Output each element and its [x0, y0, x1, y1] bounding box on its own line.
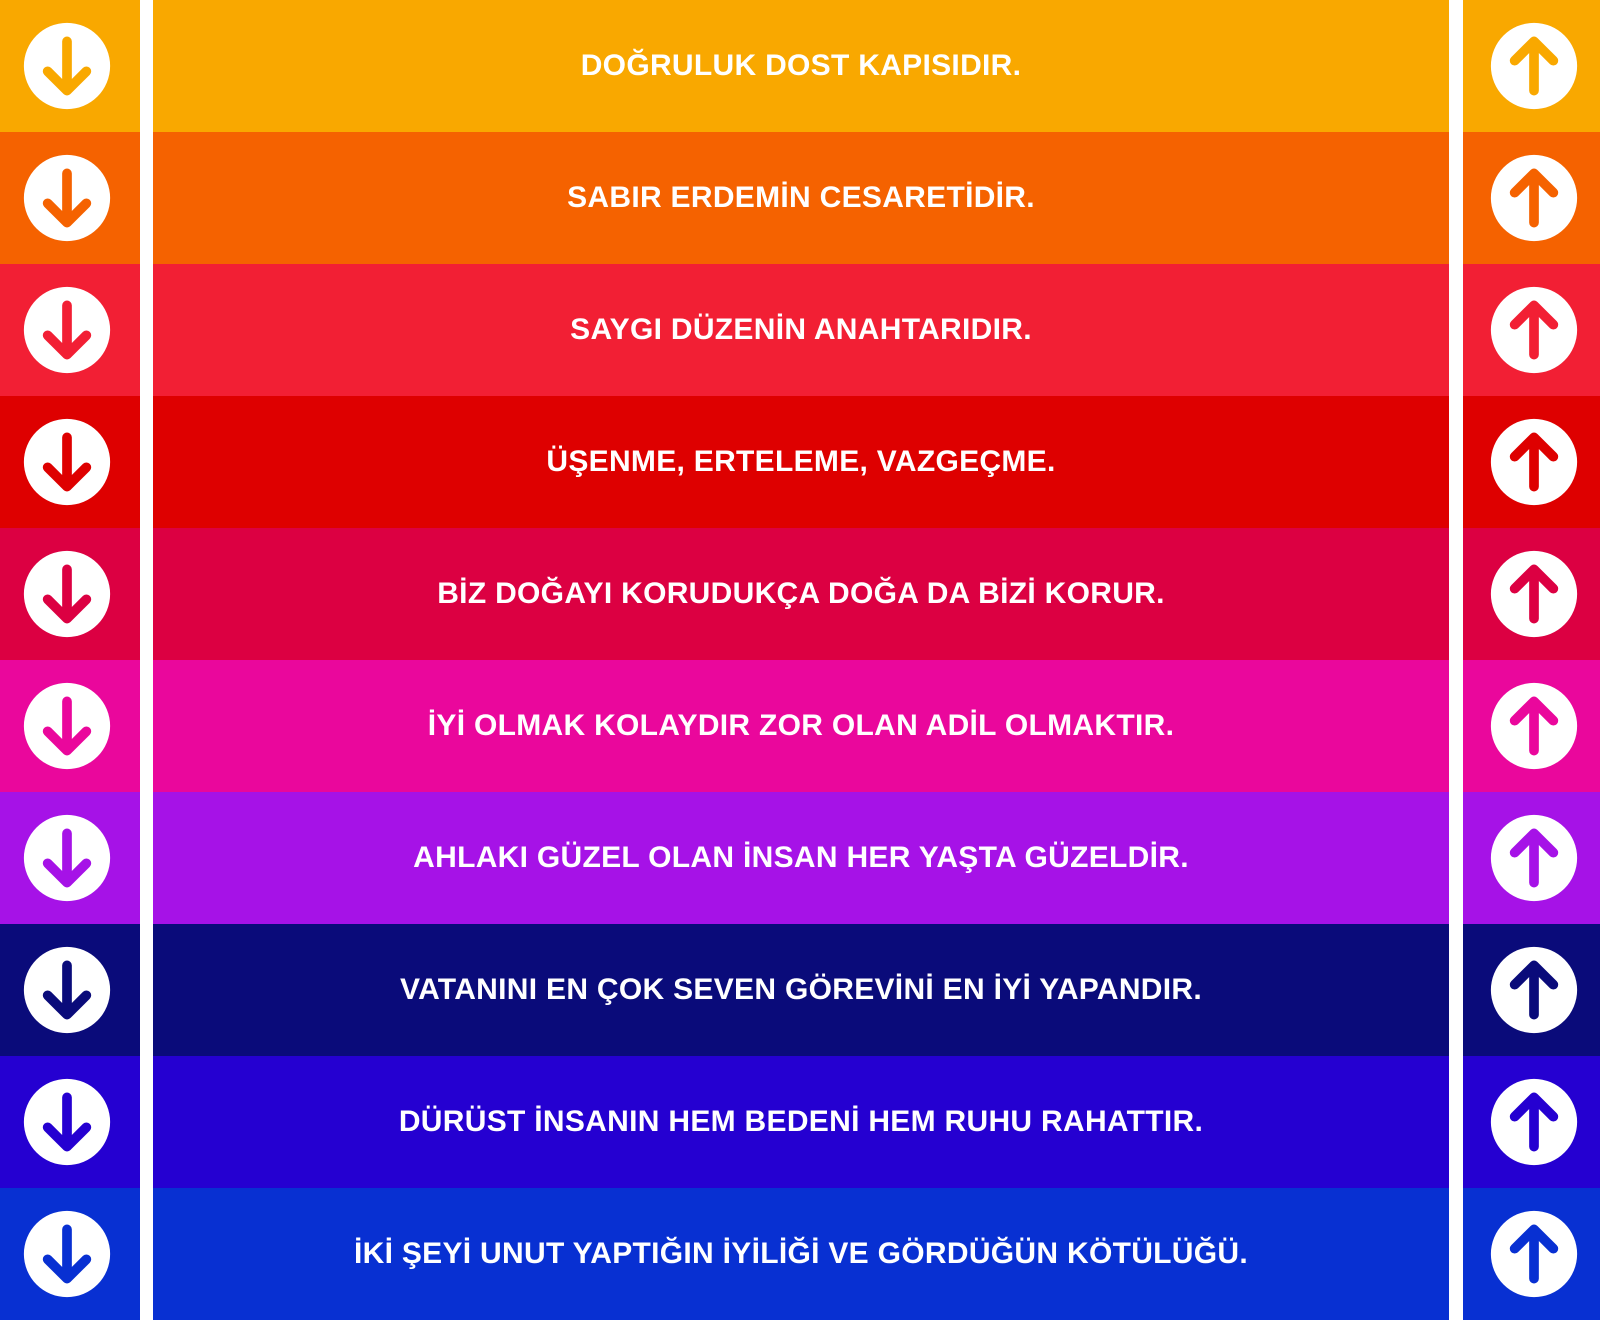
proverb-text: SABIR ERDEMİN CESARETİDİR. — [567, 181, 1035, 214]
right-icon-panel — [1463, 0, 1600, 132]
left-icon-panel — [0, 924, 140, 1056]
proverb-panel — [153, 0, 1449, 132]
proverb-text: DOĞRULUK DOST KAPISIDIR. — [580, 49, 1022, 82]
arrow-down-circle-icon — [23, 814, 111, 902]
left-icon-panel — [0, 660, 140, 792]
proverb-panel — [153, 1056, 1449, 1188]
proverb-row — [0, 660, 1600, 792]
right-icon-panel — [1463, 396, 1600, 528]
arrow-up-circle-icon — [1490, 682, 1578, 770]
proverb-row — [0, 396, 1600, 528]
left-icon-panel — [0, 792, 140, 924]
proverb-panel — [153, 528, 1449, 660]
right-icon-panel — [1463, 528, 1600, 660]
left-icon-panel — [0, 264, 140, 396]
proverb-text: İKİ ŞEYİ UNUT YAPTIĞIN İYİLİĞİ VE GÖRDÜĞÜN KÖTÜLÜĞÜ. — [353, 1237, 1249, 1270]
proverb-panel — [153, 792, 1449, 924]
left-icon-panel — [0, 0, 140, 132]
left-icon-panel — [0, 1056, 140, 1188]
arrow-down-circle-icon — [23, 154, 111, 242]
right-icon-panel — [1463, 792, 1600, 924]
right-icon-panel — [1463, 1056, 1600, 1188]
proverb-text: SAYGI DÜZENİN ANAHTARIDIR. — [570, 313, 1032, 346]
arrow-down-circle-icon — [23, 550, 111, 638]
left-icon-panel — [0, 132, 140, 264]
proverb-panel — [153, 660, 1449, 792]
arrow-up-circle-icon — [1490, 1210, 1578, 1298]
arrow-down-circle-icon — [23, 1078, 111, 1166]
left-icon-panel — [0, 396, 140, 528]
proverb-row — [0, 264, 1600, 396]
right-icon-panel — [1463, 264, 1600, 396]
arrow-up-circle-icon — [1490, 550, 1578, 638]
arrow-up-circle-icon — [1490, 814, 1578, 902]
proverb-panel — [153, 132, 1449, 264]
arrow-down-circle-icon — [23, 1210, 111, 1298]
arrow-up-circle-icon — [1490, 946, 1578, 1034]
proverb-text: DÜRÜST İNSANIN HEM BEDENİ HEM RUHU RAHATTIR. — [398, 1105, 1204, 1138]
right-icon-panel — [1463, 924, 1600, 1056]
arrow-down-circle-icon — [23, 22, 111, 110]
arrow-up-circle-icon — [1490, 22, 1578, 110]
proverb-text: AHLAKI GÜZEL OLAN İNSAN HER YAŞTA GÜZELDİR. — [413, 841, 1189, 874]
proverb-row — [0, 1188, 1600, 1320]
proverb-row — [0, 924, 1600, 1056]
proverb-panel — [153, 264, 1449, 396]
proverb-row — [0, 528, 1600, 660]
arrow-up-circle-icon — [1490, 418, 1578, 506]
proverb-row — [0, 0, 1600, 132]
left-icon-panel — [0, 1188, 140, 1320]
right-icon-panel — [1463, 1188, 1600, 1320]
proverb-row — [0, 792, 1600, 924]
proverb-panel — [153, 396, 1449, 528]
arrow-down-circle-icon — [23, 418, 111, 506]
right-icon-panel — [1463, 660, 1600, 792]
proverb-panel — [153, 924, 1449, 1056]
arrow-down-circle-icon — [23, 682, 111, 770]
proverb-panel — [153, 1188, 1449, 1320]
proverb-text: ÜŞENME, ERTELEME, VAZGEÇME. — [546, 445, 1056, 478]
proverb-text: VATANINI EN ÇOK SEVEN GÖREVİNİ EN İYİ YAPANDIR. — [399, 973, 1202, 1006]
arrow-down-circle-icon — [23, 286, 111, 374]
proverb-row — [0, 132, 1600, 264]
arrow-up-circle-icon — [1490, 286, 1578, 374]
arrow-down-circle-icon — [23, 946, 111, 1034]
arrow-up-circle-icon — [1490, 154, 1578, 242]
right-icon-panel — [1463, 132, 1600, 264]
proverb-text: İYİ OLMAK KOLAYDIR ZOR OLAN ADİL OLMAKTIR. — [427, 709, 1175, 742]
proverb-text: BİZ DOĞAYI KORUDUKÇA DOĞA DA BİZİ KORUR. — [437, 577, 1165, 610]
left-icon-panel — [0, 528, 140, 660]
proverb-row — [0, 1056, 1600, 1188]
arrow-up-circle-icon — [1490, 1078, 1578, 1166]
